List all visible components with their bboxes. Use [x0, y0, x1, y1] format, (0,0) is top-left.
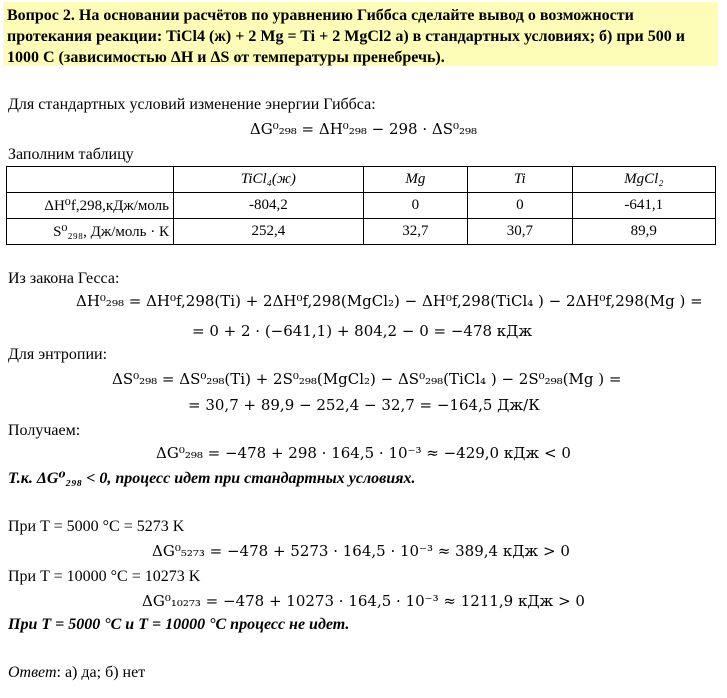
- table-header-row: [7, 167, 716, 193]
- entropy-line-1: ΔS⁰₂₉₈ = ΔS⁰₂₉₈(Ti) + 2S⁰₂₉₈(MgCl₂) − ΔS⁰₂₉₈(TiCl₄ ) − 2S⁰₂₉₈(Mg ) =: [112, 370, 622, 388]
- table-cell: 30,7: [468, 219, 572, 245]
- table-row: [7, 219, 716, 245]
- table-cell: 0: [468, 193, 572, 219]
- table-cell: -804,2: [174, 193, 364, 219]
- thermo-table: [6, 166, 716, 245]
- question-box: [3, 2, 718, 66]
- hess-line-1: ΔH⁰₂₉₈ = ΔH⁰f,298(Ti) + 2ΔH⁰f,298(MgCl₂) − ΔH⁰f,298(TiCl₄ ) − 2ΔH⁰f,298(Mg ) =: [76, 292, 703, 310]
- case1-formula: ΔG⁰₅₂₇₃ = −478 + 5273 · 164,5 · 10⁻³ ≈ 389,4 кДж > 0: [152, 542, 570, 560]
- question-line-3: 1000 С (зависимостью ΔH и ΔS от температуры пренебречь).: [7, 49, 445, 66]
- hess-line-2: = 0 + 2 · (−641,1) + 804,2 − 0 = −478 кДж: [192, 322, 533, 340]
- table-cell: -641,1: [572, 193, 715, 219]
- table-header-cell: TiCl₄(ж): [174, 167, 364, 193]
- table-header-cell: MgCl₂: [572, 167, 715, 193]
- gibbs-formula: ΔG⁰₂₉₈ = ΔH⁰₂₉₈ − 298 · ΔS⁰₂₉₈: [249, 120, 478, 138]
- question-line-1: Вопрос 2. На основании расчётов по уравнению Гиббса сделайте вывод о возможности: [7, 7, 634, 24]
- answer-line: [8, 664, 145, 682]
- table-header-cell: Mg: [363, 167, 467, 193]
- entropy-title: Для энтропии:: [8, 346, 108, 363]
- case2-formula: ΔG⁰₁₀₂₇₃ = −478 + 10273 · 164,5 · 10⁻³ ≈ 1211,9 кДж > 0: [142, 592, 585, 610]
- table-header-cell: [7, 167, 174, 193]
- question-line-2: протекания реакции: TiCl4 (ж) + 2 Mg = Ti + 2 MgCl2 а) в стандартных условиях; б) при 500 и: [7, 28, 685, 45]
- standard-conclusion: Т.к. ΔG⁰₂₉₈ < 0, процесс идет при стандартных условиях.: [8, 470, 416, 487]
- entropy-line-2: = 30,7 + 89,9 − 252,4 − 32,7 = −164,5 Дж/К: [188, 396, 540, 414]
- result-title: Получаем:: [8, 422, 81, 439]
- table-row: [7, 193, 716, 219]
- answer-label: Ответ: [8, 664, 57, 681]
- table-caption: Заполним таблицу: [8, 146, 134, 163]
- case2-title: При T = 10000 °C = 10273 K: [8, 568, 201, 585]
- row-label: S⁰₂₉₈, Дж/моль · К: [7, 219, 174, 245]
- hess-title: Из закона Гесса:: [8, 270, 120, 287]
- table-cell: 89,9: [572, 219, 715, 245]
- case1-title: При T = 5000 °C = 5273 K: [8, 518, 185, 535]
- final-conclusion: При T = 5000 °C и T = 10000 °C процесс не идет.: [8, 616, 350, 633]
- row-label: ΔH⁰f,298,кДж/моль: [7, 193, 174, 219]
- answer-text: : а) да; б) нет: [56, 664, 146, 681]
- intro-text: Для стандартных условий изменение энергии Гиббса:: [8, 96, 376, 113]
- table-header-cell: Ti: [468, 167, 572, 193]
- result-formula: ΔG⁰₂₉₈ = −478 + 298 · 164,5 · 10⁻³ ≈ −429,0 кДж < 0: [156, 444, 571, 462]
- table-cell: 252,4: [174, 219, 364, 245]
- table-cell: 32,7: [363, 219, 467, 245]
- table-cell: 0: [363, 193, 467, 219]
